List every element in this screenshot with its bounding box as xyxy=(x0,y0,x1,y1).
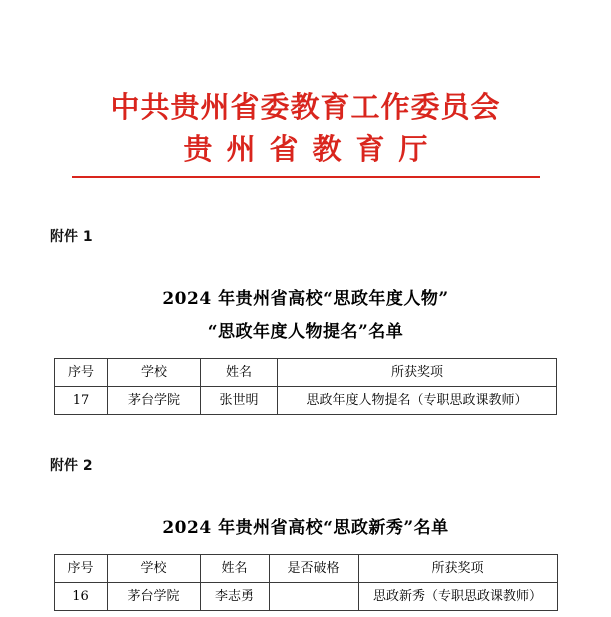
cell-exception xyxy=(269,583,358,611)
cell-index: 17 xyxy=(55,387,108,415)
cell-index: 16 xyxy=(54,583,107,611)
cell-name: 李志勇 xyxy=(200,583,269,611)
column-header-school: 学校 xyxy=(107,555,200,583)
table-header-row xyxy=(54,555,557,583)
cell-name: 张世明 xyxy=(201,387,278,415)
letterhead-divider xyxy=(72,176,540,178)
letterhead-line-1: 中共贵州省委教育工作委员会 xyxy=(110,90,501,124)
attachment-1-label: 附件 1 xyxy=(50,229,93,246)
letterhead xyxy=(0,0,611,178)
attachment-1-table xyxy=(54,358,557,415)
column-header-school: 学校 xyxy=(108,359,201,387)
column-header-index: 序号 xyxy=(55,359,108,387)
column-header-name: 姓名 xyxy=(201,359,278,387)
column-header-name: 姓名 xyxy=(200,555,269,583)
column-header-exception: 是否破格 xyxy=(269,555,358,583)
cell-school: 茅台学院 xyxy=(107,583,200,611)
attachment-1-title-line-2: “思政年度人物提名”名单 xyxy=(207,322,404,343)
attachment-1-title-line-1: 2024 年贵州省高校“思政年度人物” xyxy=(162,289,449,310)
cell-school: 茅台学院 xyxy=(108,387,201,415)
attachment-2-label: 附件 2 xyxy=(50,458,93,475)
attachment-2-title: 2024 年贵州省高校“思政新秀”名单 xyxy=(162,518,449,539)
table-row xyxy=(55,387,557,415)
table-row xyxy=(54,583,557,611)
attachment-2-table xyxy=(54,554,558,611)
column-header-index: 序号 xyxy=(54,555,107,583)
table-header-row xyxy=(55,359,557,387)
column-header-award: 所获奖项 xyxy=(278,359,557,387)
letterhead-line-2: 贵州省教育厅 xyxy=(183,132,442,167)
cell-award: 思政新秀（专职思政课教师） xyxy=(358,583,557,611)
cell-award: 思政年度人物提名（专职思政课教师） xyxy=(278,387,557,415)
column-header-award: 所获奖项 xyxy=(358,555,557,583)
